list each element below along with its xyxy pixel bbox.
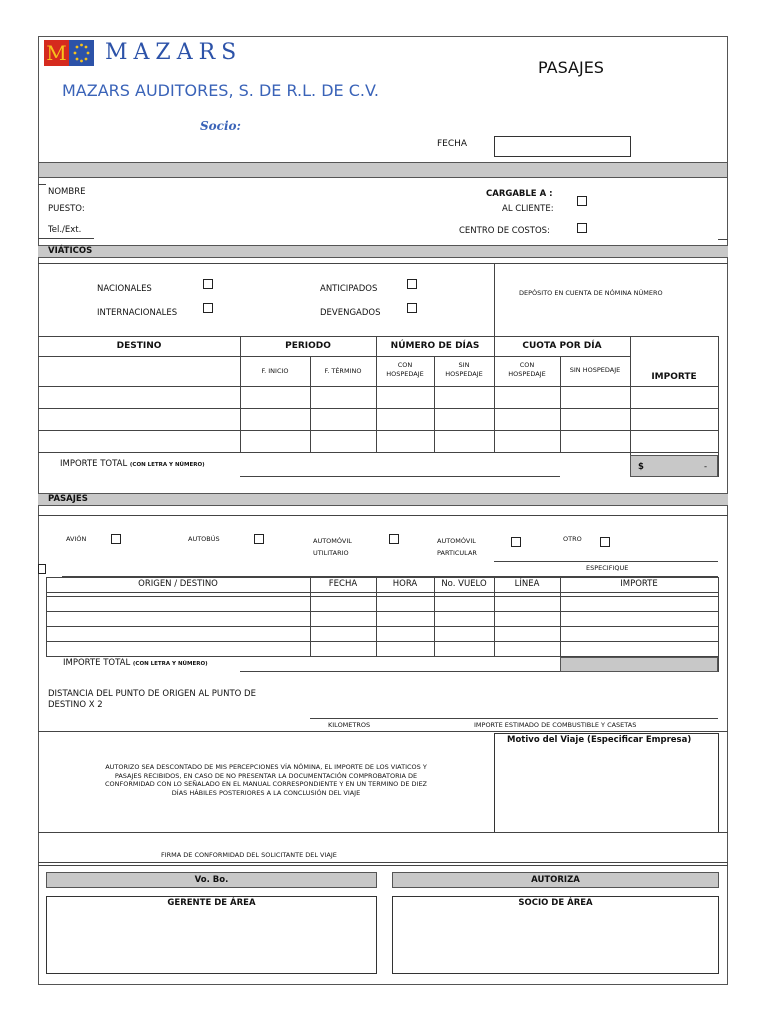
pcol-hora: HORA [392, 579, 418, 589]
pt-row [46, 596, 718, 597]
autorizacion-line: AUTORIZO SEA DESCONTADO DE MIS PERCEPCIONES VÍA NÓMINA, EL IMPORTE DE LOS VIATICOS Y [105, 763, 427, 771]
importe-total-small: (CON LETRA Y NÚMERO) [132, 661, 208, 667]
sub-con-hospedaje-cuota [494, 361, 560, 379]
vt-row [38, 408, 718, 409]
distancia-field-line[interactable] [310, 718, 718, 719]
sub-hospedaje-text: HOSPEDAJE [386, 370, 424, 378]
sub-hospedaje-text: HOSPEDAJE [445, 370, 483, 378]
auto-util-line1: AUTOMÓVIL [313, 537, 352, 545]
autoriza-header: AUTORIZA [392, 872, 719, 888]
firma-rule-1 [38, 862, 728, 863]
autorizacion-line: PASAJES RECIBIDOS, EN CASO DE NO PRESENTAR LA DOCUMENTACIÓN COMPROBATORIA DE [114, 771, 418, 780]
vt-line [560, 356, 561, 452]
auto-particular-checkbox[interactable] [511, 537, 521, 547]
form-frame [38, 36, 728, 985]
edge-checkbox[interactable] [38, 564, 46, 574]
vobo-header: Vo. Bo. [46, 872, 377, 888]
puesto-label: PUESTO: [48, 204, 85, 214]
pt-line [434, 577, 435, 657]
pcol-linea: LÍNEA [514, 579, 540, 589]
pt-line [560, 577, 561, 657]
fecha-label: FECHA [437, 139, 468, 149]
pt-line [376, 577, 377, 657]
pt-row [46, 592, 718, 593]
pcol-fecha: FECHA [328, 579, 358, 589]
sub-sin-text: SIN [458, 361, 470, 369]
auto-utilitario-label [313, 535, 352, 559]
pasajes-total-box [560, 657, 718, 672]
col-cuota: CUOTA POR DÍA [522, 341, 602, 351]
logo-wordmark: MAZARS [105, 40, 243, 65]
motivo-viaje-label: Motivo del Viaje (Especificar Empresa) [507, 735, 692, 745]
socio-area-label: SOCIO DE ÁREA [518, 898, 593, 908]
pt-header-top [46, 577, 718, 578]
auto-part-line2: PARTICULAR [437, 549, 477, 557]
distancia-line1: DISTANCIA DEL PUNTO DE ORIGEN AL PUNTO DE [48, 689, 256, 699]
firma-solicitante-label: FIRMA DE CONFORMIDAD DEL SOLICITANTE DEL VIAJE [161, 851, 337, 859]
viaticos-total-line[interactable] [240, 476, 560, 477]
vt-line [434, 356, 435, 452]
auto-util-line2: UTILITARIO [313, 549, 349, 557]
socio-label: Socio: [200, 119, 241, 133]
deposito-divider [494, 263, 495, 336]
firma-top-rule [38, 832, 728, 833]
combustible-label: IMPORTE ESTIMADO DE COMBUSTIBLE Y CASETAS [474, 721, 637, 729]
firma-rule-2 [38, 865, 728, 866]
especifique-label: ESPECIFIQUE [586, 564, 629, 572]
pasajes-top-rule [38, 515, 728, 516]
fecha-field[interactable] [494, 136, 631, 157]
vt-line [376, 336, 377, 452]
al-cliente-label: AL CLIENTE: [502, 204, 554, 214]
col-importe: IMPORTE [651, 372, 697, 382]
mazars-logo [44, 40, 94, 66]
anticipados-checkbox[interactable] [407, 279, 417, 289]
al-cliente-checkbox[interactable] [577, 196, 587, 206]
viaticos-table-top [38, 336, 718, 337]
vt-row [38, 452, 718, 453]
pt-line [46, 577, 47, 657]
importe-total-text: IMPORTE TOTAL [63, 658, 131, 668]
sub-sin-hospedaje-dias [434, 361, 494, 379]
sub-con-text: CON [397, 361, 413, 369]
sub-f-termino: F. TÉRMINO [324, 367, 362, 375]
importe-total-text: IMPORTE TOTAL [60, 459, 128, 469]
viaticos-section-header: VIÁTICOS [38, 245, 728, 258]
sub-hospedaje-text: HOSPEDAJE [508, 370, 546, 378]
devengados-label: DEVENGADOS [320, 308, 381, 318]
especifique-line[interactable] [494, 561, 718, 562]
cargable-label: CARGABLE A : [486, 189, 553, 199]
auto-part-line1: AUTOMÓVIL [437, 537, 476, 545]
pt-row [46, 626, 718, 627]
nacionales-label: NACIONALES [97, 284, 152, 294]
devengados-checkbox[interactable] [407, 303, 417, 313]
pasajes-importe-total [63, 658, 208, 668]
col-num-dias: NÚMERO DE DÍAS [390, 341, 480, 351]
sub-con-text: CON [519, 361, 535, 369]
kilometros-label: KILOMETROS [328, 721, 371, 729]
autorizacion-texto [40, 763, 492, 797]
tel-underline [38, 238, 94, 239]
pcol-importe: IMPORTE [620, 579, 658, 589]
col-periodo: PERIODO [285, 341, 331, 351]
avion-checkbox[interactable] [111, 534, 121, 544]
otro-checkbox[interactable] [600, 537, 610, 547]
sub-con-hospedaje-dias [376, 361, 434, 379]
nacionales-checkbox[interactable] [203, 279, 213, 289]
pasajes-total-line[interactable] [240, 671, 560, 672]
auto-particular-label [437, 535, 477, 559]
total-dash: - [704, 462, 708, 472]
viaticos-importe-total [60, 459, 205, 469]
vt-line [240, 336, 241, 452]
autorizacion-line: CONFORMIDAD CON LO SEÑALADO EN EL MANUAL CORRESPONDIENTE Y EN UN TERMINO DE DIEZ [105, 780, 427, 788]
nombre-label: NOMBRE [48, 187, 86, 197]
distancia-line2: DESTINO X 2 [48, 700, 103, 710]
autobus-label: AUTOBÚS [188, 535, 220, 543]
form-title: PASAJES [538, 58, 604, 77]
autobus-checkbox[interactable] [254, 534, 264, 544]
pt-row [46, 641, 718, 642]
col-destino: DESTINO [116, 341, 162, 351]
tel-label: Tel./Ext. [48, 225, 82, 235]
person-right-rule [718, 239, 728, 240]
pasajes-section-header: PASAJES [38, 493, 728, 506]
internacionales-checkbox[interactable] [203, 303, 213, 313]
sub-f-inicio: F. INICIO [261, 367, 289, 375]
auto-utilitario-checkbox[interactable] [389, 534, 399, 544]
centro-costos-label: CENTRO DE COSTOS: [459, 226, 550, 236]
pt-line [310, 577, 311, 657]
pt-line [718, 577, 719, 672]
logo-m-block: M [44, 40, 69, 66]
deposito-label: DEPÓSITO EN CUENTA DE NÓMINA NÚMERO [519, 289, 663, 297]
avion-label: AVIÓN [66, 535, 87, 543]
anticipados-label: ANTICIPADOS [320, 284, 378, 294]
pcol-vuelo: No. VUELO [441, 579, 487, 589]
motivo-viaje-field[interactable] [494, 733, 719, 833]
internacionales-label: INTERNACIONALES [97, 308, 178, 318]
autorizacion-line: DÍAS HÁBILES POSTERIORES A LA CONCLUSIÓN DEL VIAJE [171, 788, 361, 797]
importe-total-small: (CON LETRA Y NÚMERO) [129, 462, 205, 468]
vt-line [310, 356, 311, 452]
gerente-area-label: GERENTE DE ÁREA [167, 898, 256, 908]
pt-row [46, 611, 718, 612]
pt-line [494, 577, 495, 657]
vt-row [38, 386, 718, 387]
viaticos-top-rule [38, 263, 728, 264]
vt-row [38, 430, 718, 431]
distancia-label [48, 689, 256, 711]
person-top-rule [38, 184, 46, 185]
viaticos-sub-rule [38, 356, 630, 357]
company-name: MAZARS AUDITORES, S. DE R.L. DE C.V. [62, 81, 379, 100]
autorizacion-top-rule [38, 731, 728, 732]
eu-stars-icon [69, 40, 94, 66]
currency-sign: $ [638, 462, 644, 472]
pcol-origen: ORIGEN / DESTINO [138, 579, 218, 589]
header-divider-bar [38, 162, 728, 178]
centro-costos-checkbox[interactable] [577, 223, 587, 233]
vt-line [718, 336, 719, 477]
vt-line [494, 336, 495, 452]
sub-sin-hospedaje-cuota: SIN HOSPEDAJE [569, 366, 621, 374]
otro-label: OTRO [563, 535, 582, 543]
